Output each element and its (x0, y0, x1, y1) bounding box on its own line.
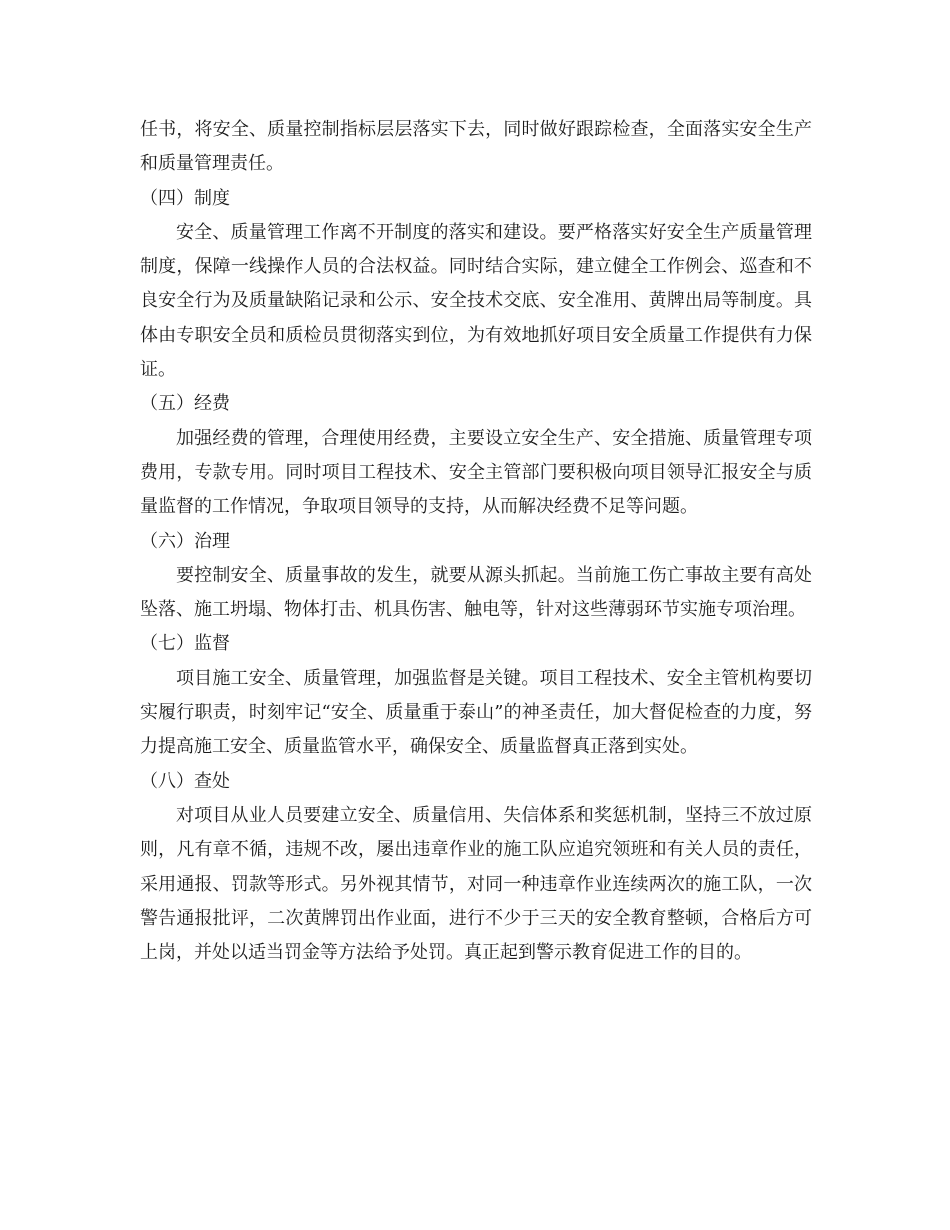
section-heading-supervision: （七）监督 (140, 633, 230, 655)
section-heading-investigation: （八）查处 (140, 770, 230, 792)
section-heading-funding: （五）经费 (140, 393, 230, 415)
paragraph-governance: 要控制安全、质量事故的发生，就要从源头抓起。当前施工伤亡事故主要有高处坠落、施工坍塌、物体打击、机具伤害、触电等，针对这些薄弱环节实施专项治理。 (140, 564, 812, 621)
paragraph-funding: 加强经费的管理，合理使用经费，主要设立安全生产、安全措施、质量管理专项费用，专款专用。同时项目工程技术、安全主管部门要积极向项目领导汇报安全与质量监督的工作情况，争取项目领导的支持，从而解决经费不足等问题。 (140, 427, 812, 518)
paragraph-supervision: 项目施工安全、质量管理，加强监督是关键。项目工程技术、安全主管机构要切实履行职责，时刻牢记“安全、质量重于泰山”的神圣责任，加大督促检查的力度，努力提高施工安全、质量监管水平，确保安全、质量监督真正落到实处。 (140, 667, 812, 758)
document-body (140, 113, 812, 970)
section-heading-system: （四）制度 (140, 187, 230, 209)
section-heading-governance: （六）治理 (140, 530, 230, 552)
paragraph-continuation: 任书，将安全、质量控制指标层层落实下去，同时做好跟踪检查，全面落实安全生产和质量管理责任。 (140, 119, 812, 175)
paragraph-system: 安全、质量管理工作离不开制度的落实和建设。要严格落实好安全生产质量管理制度，保障一线操作人员的合法权益。同时结合实际，建立健全工作例会、巡查和不良安全行为及质量缺陷记录和公示、安全技术交底、安全准用、黄牌出局等制度。具体由专职安全员和质检员贯彻落实到位，为有效地抓好项目安全质量工作提供有力保证。 (140, 221, 812, 381)
paragraph-investigation: 对项目从业人员要建立安全、质量信用、失信体系和奖惩机制，坚持三不放过原则，凡有章不循，违规不改，屡出违章作业的施工队应追究领班和有关人员的责任，采用通报、罚款等形式。另外视其情节，对同一种违章作业连续两次的施工队，一次警告通报批评，二次黄牌罚出作业面，进行不少于三天的安全教育整顿，合格后方可上岗，并处以适当罚金等方法给予处罚。真正起到警示教育促进工作的目的。 (140, 804, 812, 964)
